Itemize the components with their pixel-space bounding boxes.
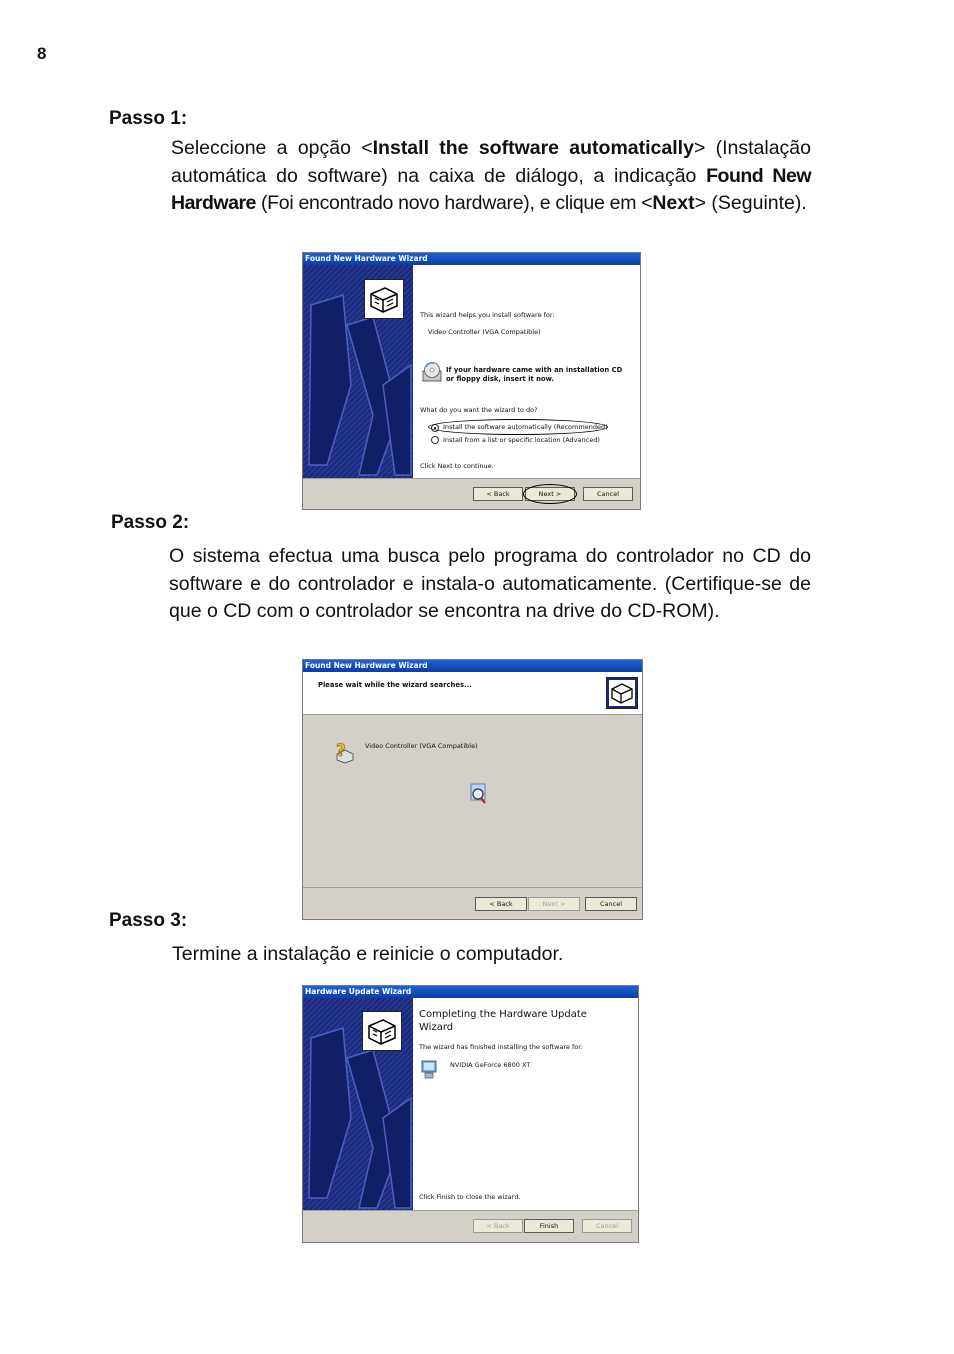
dialog-title-bar: Hardware Update Wizard bbox=[303, 986, 638, 998]
option-manual-radio[interactable] bbox=[431, 436, 439, 444]
dialog-footer bbox=[303, 887, 642, 919]
step1-heading: Passo 1: bbox=[109, 108, 188, 129]
dialog-content bbox=[413, 998, 638, 1211]
cd-icon bbox=[422, 361, 442, 383]
dialog-footer bbox=[303, 1210, 638, 1242]
step3-text: Termine a instalação e reinicie o computador. bbox=[172, 943, 564, 965]
completion-heading-line1: Completing the Hardware Update bbox=[419, 1009, 587, 1020]
step3-heading: Passo 3: bbox=[109, 910, 188, 931]
cancel-button[interactable]: Cancel bbox=[585, 897, 637, 911]
monitor-icon bbox=[421, 1060, 437, 1080]
finished-text: The wizard has finished installing the software for: bbox=[419, 1043, 583, 1051]
step1-text: Seleccione a opção <Install the software automatically> (Instalação automática do software) na caixa de diálogo, a indicação Found New Hardware (Foi encontrado novo hardware), e clique em <Next> (Seguinte). bbox=[171, 137, 812, 214]
search-magnifier-icon bbox=[468, 782, 488, 806]
option-manual-label[interactable]: Install from a list or specific location (Advanced) bbox=[443, 436, 600, 444]
hardware-wizard-icon bbox=[362, 1011, 402, 1051]
searching-dialog bbox=[302, 659, 643, 920]
question-hardware-icon bbox=[333, 740, 355, 764]
next-button: Next > bbox=[528, 897, 580, 911]
svg-text:?: ? bbox=[336, 741, 346, 761]
step2-text: O sistema efectua uma busca pelo programa do controlador no CD do software e do controlador e instala-o automaticamente. (Certifique-se de que o CD com o controlador se encontra na drive do CD-ROM). bbox=[169, 545, 811, 622]
dialog-title-bar: Found New Hardware Wizard bbox=[303, 253, 640, 265]
hardware-wizard-icon bbox=[606, 677, 638, 709]
cancel-button[interactable]: Cancel bbox=[583, 487, 633, 501]
cancel-button: Cancel bbox=[582, 1219, 632, 1233]
dialog-content bbox=[413, 265, 640, 479]
finish-button[interactable]: Finish bbox=[524, 1219, 574, 1233]
device-name: Video Controller (VGA Compatible) bbox=[365, 742, 478, 750]
dialog-title-bar: Found New Hardware Wizard bbox=[303, 660, 642, 672]
step2-heading: Passo 2: bbox=[111, 512, 190, 533]
dialog-header bbox=[303, 672, 642, 715]
searching-header-text: Please wait while the wizard searches... bbox=[318, 681, 472, 689]
option-auto-label[interactable]: Install the software automatically (Recommended) bbox=[443, 423, 608, 431]
next-highlight-ellipse bbox=[523, 484, 577, 504]
found-new-hardware-dialog bbox=[302, 252, 641, 510]
page-number: 8 bbox=[37, 44, 47, 63]
device-name: NVIDIA GeForce 6800 XT bbox=[450, 1061, 531, 1069]
completion-heading-line2: Wizard bbox=[419, 1022, 454, 1033]
dialog-footer bbox=[303, 478, 640, 509]
hardware-update-dialog bbox=[302, 985, 639, 1243]
click-finish-text: Click Finish to close the wizard. bbox=[419, 1193, 521, 1201]
highlight-ellipse bbox=[428, 419, 608, 435]
cd-instruction-line2: or floppy disk, insert it now. bbox=[446, 375, 555, 383]
question-text: What do you want the wizard to do? bbox=[420, 406, 538, 414]
back-button: < Back bbox=[473, 1219, 523, 1233]
hardware-wizard-icon bbox=[364, 279, 404, 319]
intro-text: This wizard helps you install software for: bbox=[420, 311, 555, 319]
click-next-text: Click Next to continue. bbox=[420, 462, 494, 470]
back-button[interactable]: < Back bbox=[475, 897, 527, 911]
back-button[interactable]: < Back bbox=[473, 487, 523, 501]
cd-instruction-line1: If your hardware came with an installation CD bbox=[446, 366, 623, 374]
next-button[interactable]: Next > bbox=[525, 487, 575, 501]
device-name: Video Controller (VGA Compatible) bbox=[428, 328, 541, 336]
